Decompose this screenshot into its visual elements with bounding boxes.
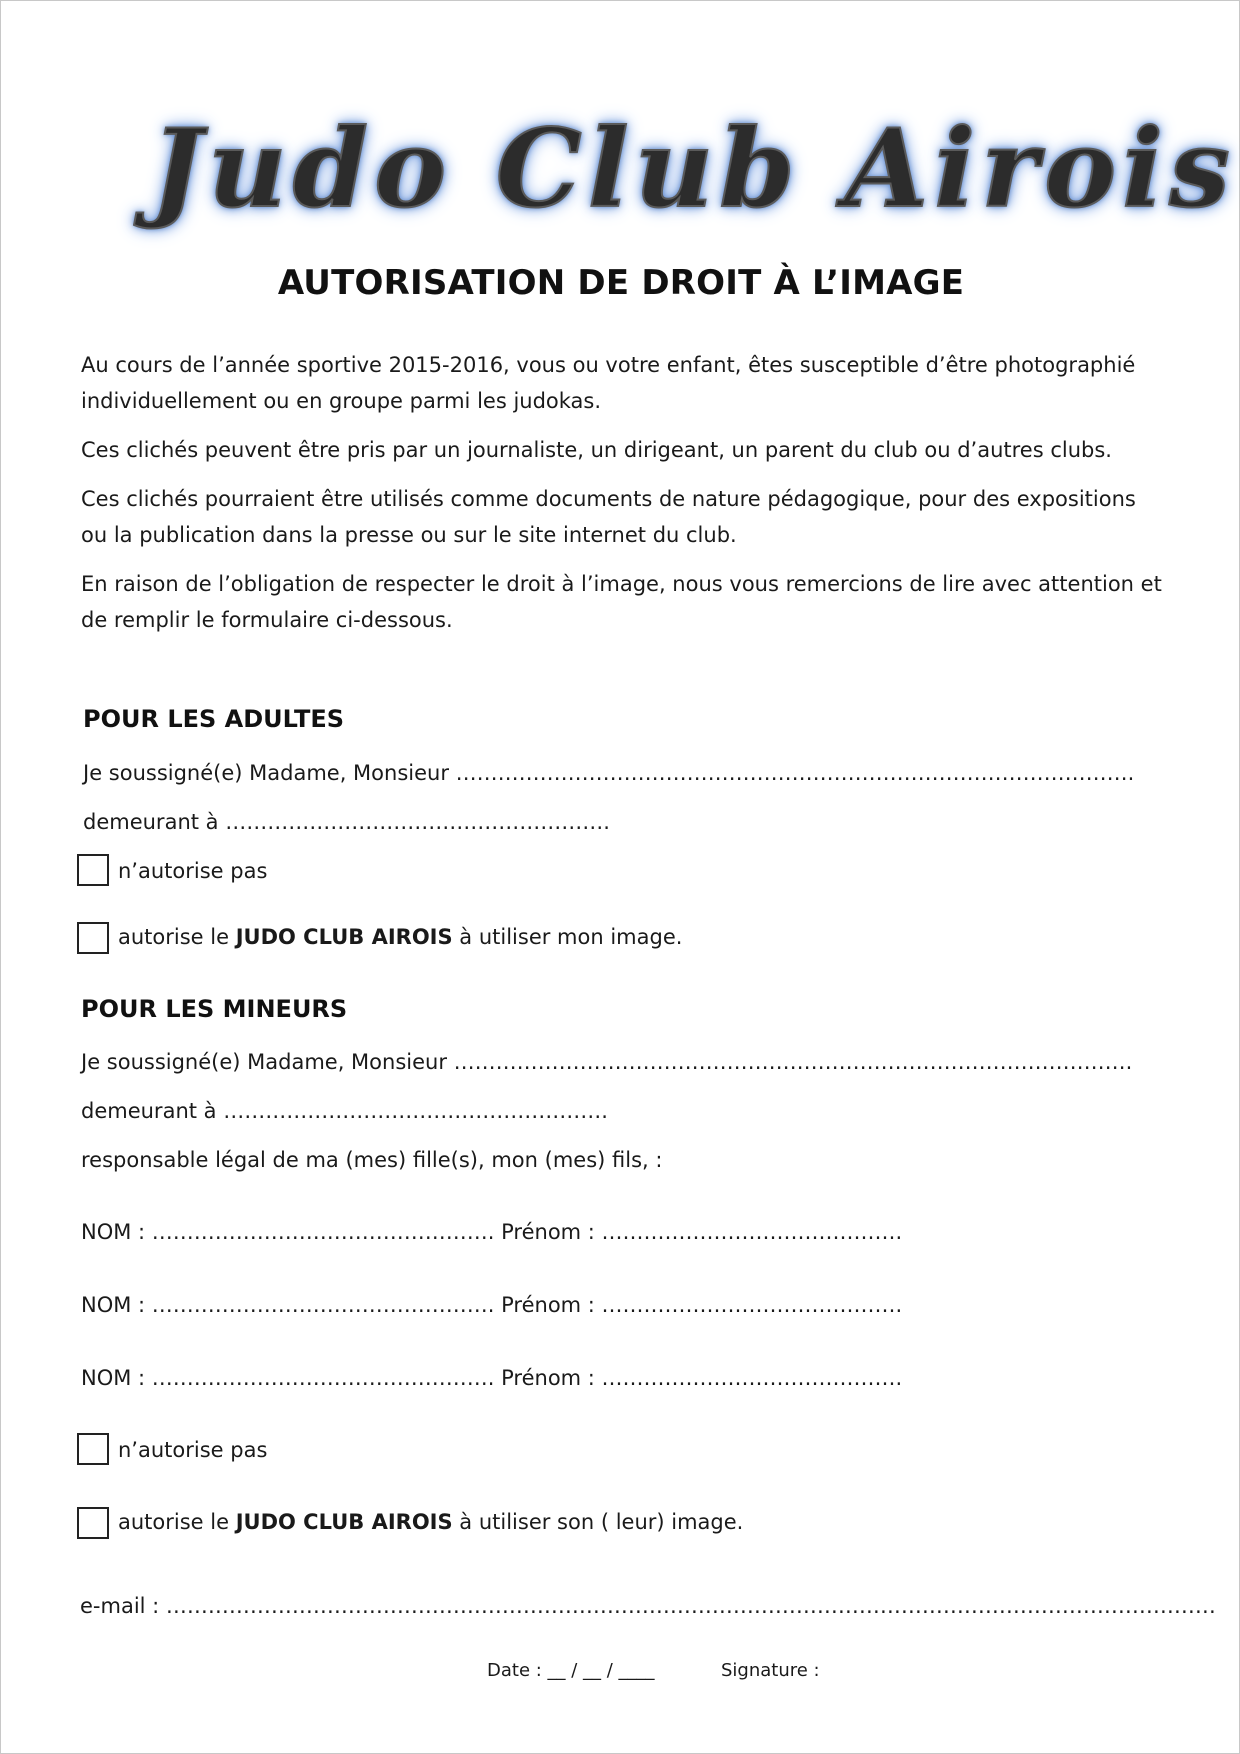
minors-authorize-prefix: autorise le [118,1510,236,1534]
minors-guardian-line: responsable légal de ma (mes) fille(s), mon (mes) fils, : [81,1148,663,1172]
signature-label: Signature : [721,1660,820,1681]
minors-refuse-label: n’autorise pas [118,1438,268,1462]
adults-name-field[interactable]: Je soussigné(e) Madame, Monsieur ……………………………………………………………………………………. [83,761,1135,785]
intro-paragraph-4: En raison de l’obligation de respecter le droit à l’image, nous vous remercions de lire avec attention et de remplir le formulaire ci-dessous. [81,572,1162,632]
minors-authorize-checkbox[interactable] [77,1507,109,1539]
date-field[interactable]: Date : __ / __ / ____ [487,1660,655,1681]
child-name-field[interactable]: NOM : …………………………………………. Prénom : ……………………………………. [81,1366,903,1390]
adults-address-field[interactable]: demeurant à ………………………………………………. [83,810,610,834]
child-name-field[interactable]: NOM : …………………………………………. Prénom : ……………………………………. [81,1293,903,1317]
adults-authorize-checkbox[interactable] [77,922,109,954]
intro-paragraph-1: Au cours de l’année sportive 2015-2016, vous ou votre enfant, êtes susceptible d’être photographié individuellement ou en groupe parmi les judokas. [81,353,1136,413]
minors-address-field[interactable]: demeurant à ………………………………………………. [81,1099,608,1123]
email-field[interactable]: e-mail : …………………………………………………………………………………………………………………………………… [80,1594,1216,1618]
adults-authorize-suffix: à utiliser mon image. [452,925,683,949]
adults-heading: POUR LES ADULTES [83,705,344,733]
adults-authorize-prefix: autorise le [118,925,236,949]
child-name-field[interactable]: NOM : …………………………………………. Prénom : ……………………………………. [81,1220,903,1244]
adults-authorize-label [118,922,682,952]
minors-heading: POUR LES MINEURS [81,995,348,1023]
intro-paragraph-3: Ces clichés pourraient être utilisés comme documents de nature pédagogique, pour des expositions ou la publication dans la presse ou sur le site internet du club. [81,487,1136,547]
minors-refuse-checkbox[interactable] [77,1433,109,1465]
minors-authorize-club: JUDO CLUB AIROIS [235,1510,453,1534]
intro-paragraph-2: Ces clichés peuvent être pris par un journaliste, un dirigeant, un parent du club ou d’autres clubs. [81,438,1112,462]
club-logo: Judo Club Airois [151,106,1236,232]
page-title: AUTORISATION DE DROIT À L’IMAGE [277,263,965,303]
minors-name-field[interactable]: Je soussigné(e) Madame, Monsieur ……………………………………………………………………………………. [81,1050,1133,1074]
adults-refuse-checkbox[interactable] [77,854,109,886]
adults-refuse-label: n’autorise pas [118,859,268,883]
minors-authorize-label [118,1507,743,1537]
minors-authorize-suffix: à utiliser son ( leur) image. [452,1510,744,1534]
adults-authorize-club: JUDO CLUB AIROIS [235,925,453,949]
